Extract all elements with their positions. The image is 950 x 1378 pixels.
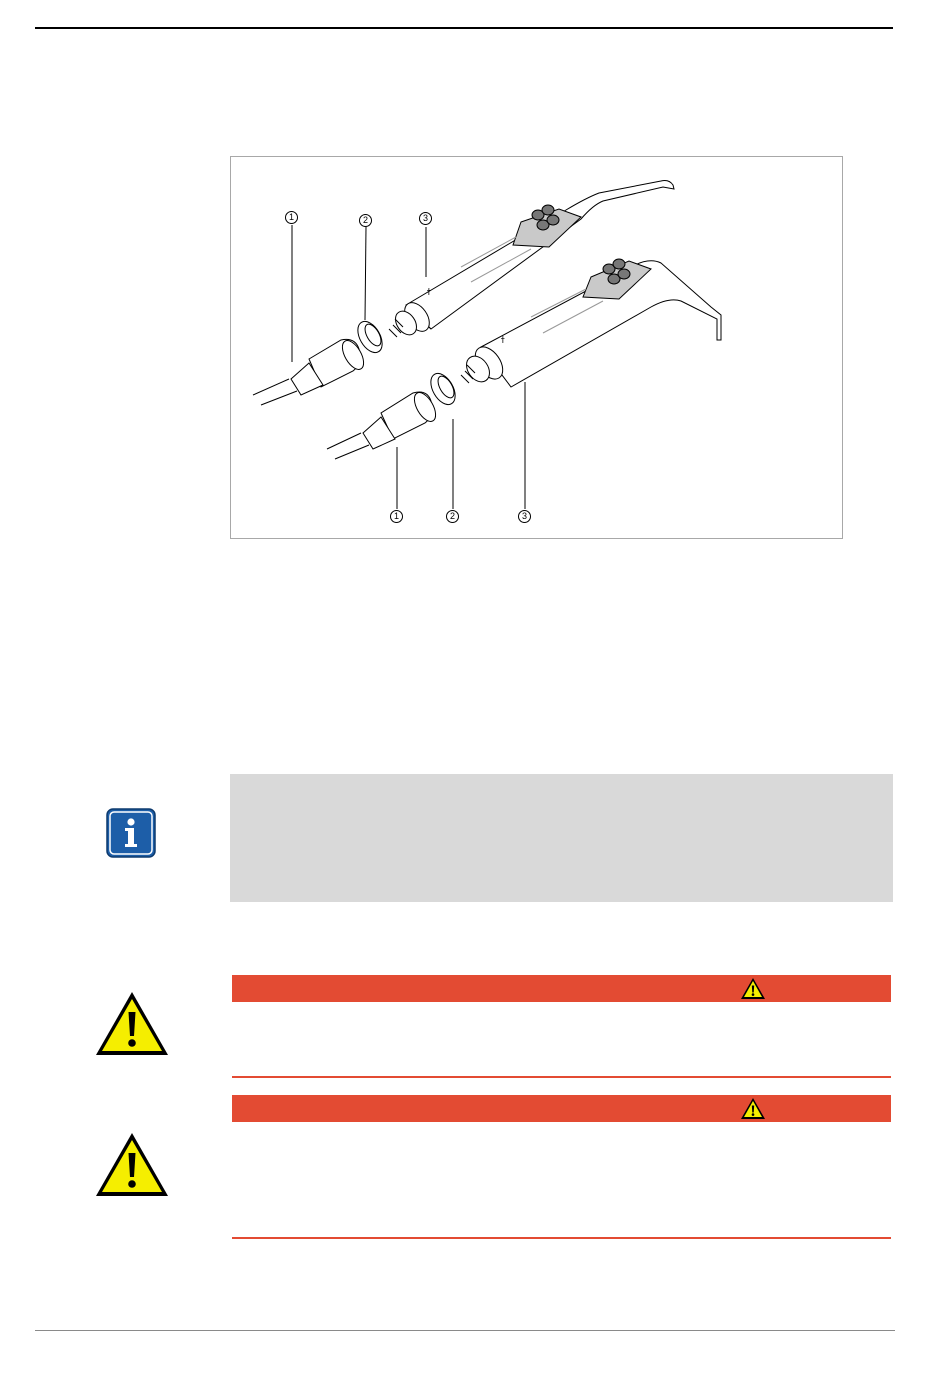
warning-end-rule (232, 1237, 891, 1239)
warning-bar-triangle-icon (740, 1097, 766, 1120)
warning-triangle-icon (94, 1131, 170, 1199)
lower-coupling (327, 389, 440, 459)
callout-3-top: 3 (419, 212, 432, 225)
info-icon (106, 808, 156, 858)
warning-header-bar (232, 975, 891, 1002)
handpiece-figure (230, 156, 843, 539)
callout-3-bottom: 3 (518, 510, 531, 523)
header-rule (35, 27, 893, 29)
svg-text:ϯ: ϯ (501, 335, 505, 345)
callout-2-top: 2 (359, 214, 372, 227)
warning-bar-triangle-icon (740, 977, 766, 1000)
info-note-box (230, 774, 893, 902)
callout-1-top: 1 (285, 211, 298, 224)
handpiece-illustration (231, 157, 844, 540)
callout-1-bottom: 1 (390, 510, 403, 523)
warning-end-rule (232, 1076, 891, 1078)
callout-2-bottom: 2 (446, 510, 459, 523)
warning-triangle-icon (94, 990, 170, 1058)
footer-rule (35, 1330, 895, 1331)
upper-coupling (253, 337, 368, 405)
svg-text:ϯ: ϯ (427, 287, 431, 297)
warning-header-bar (232, 1095, 891, 1122)
